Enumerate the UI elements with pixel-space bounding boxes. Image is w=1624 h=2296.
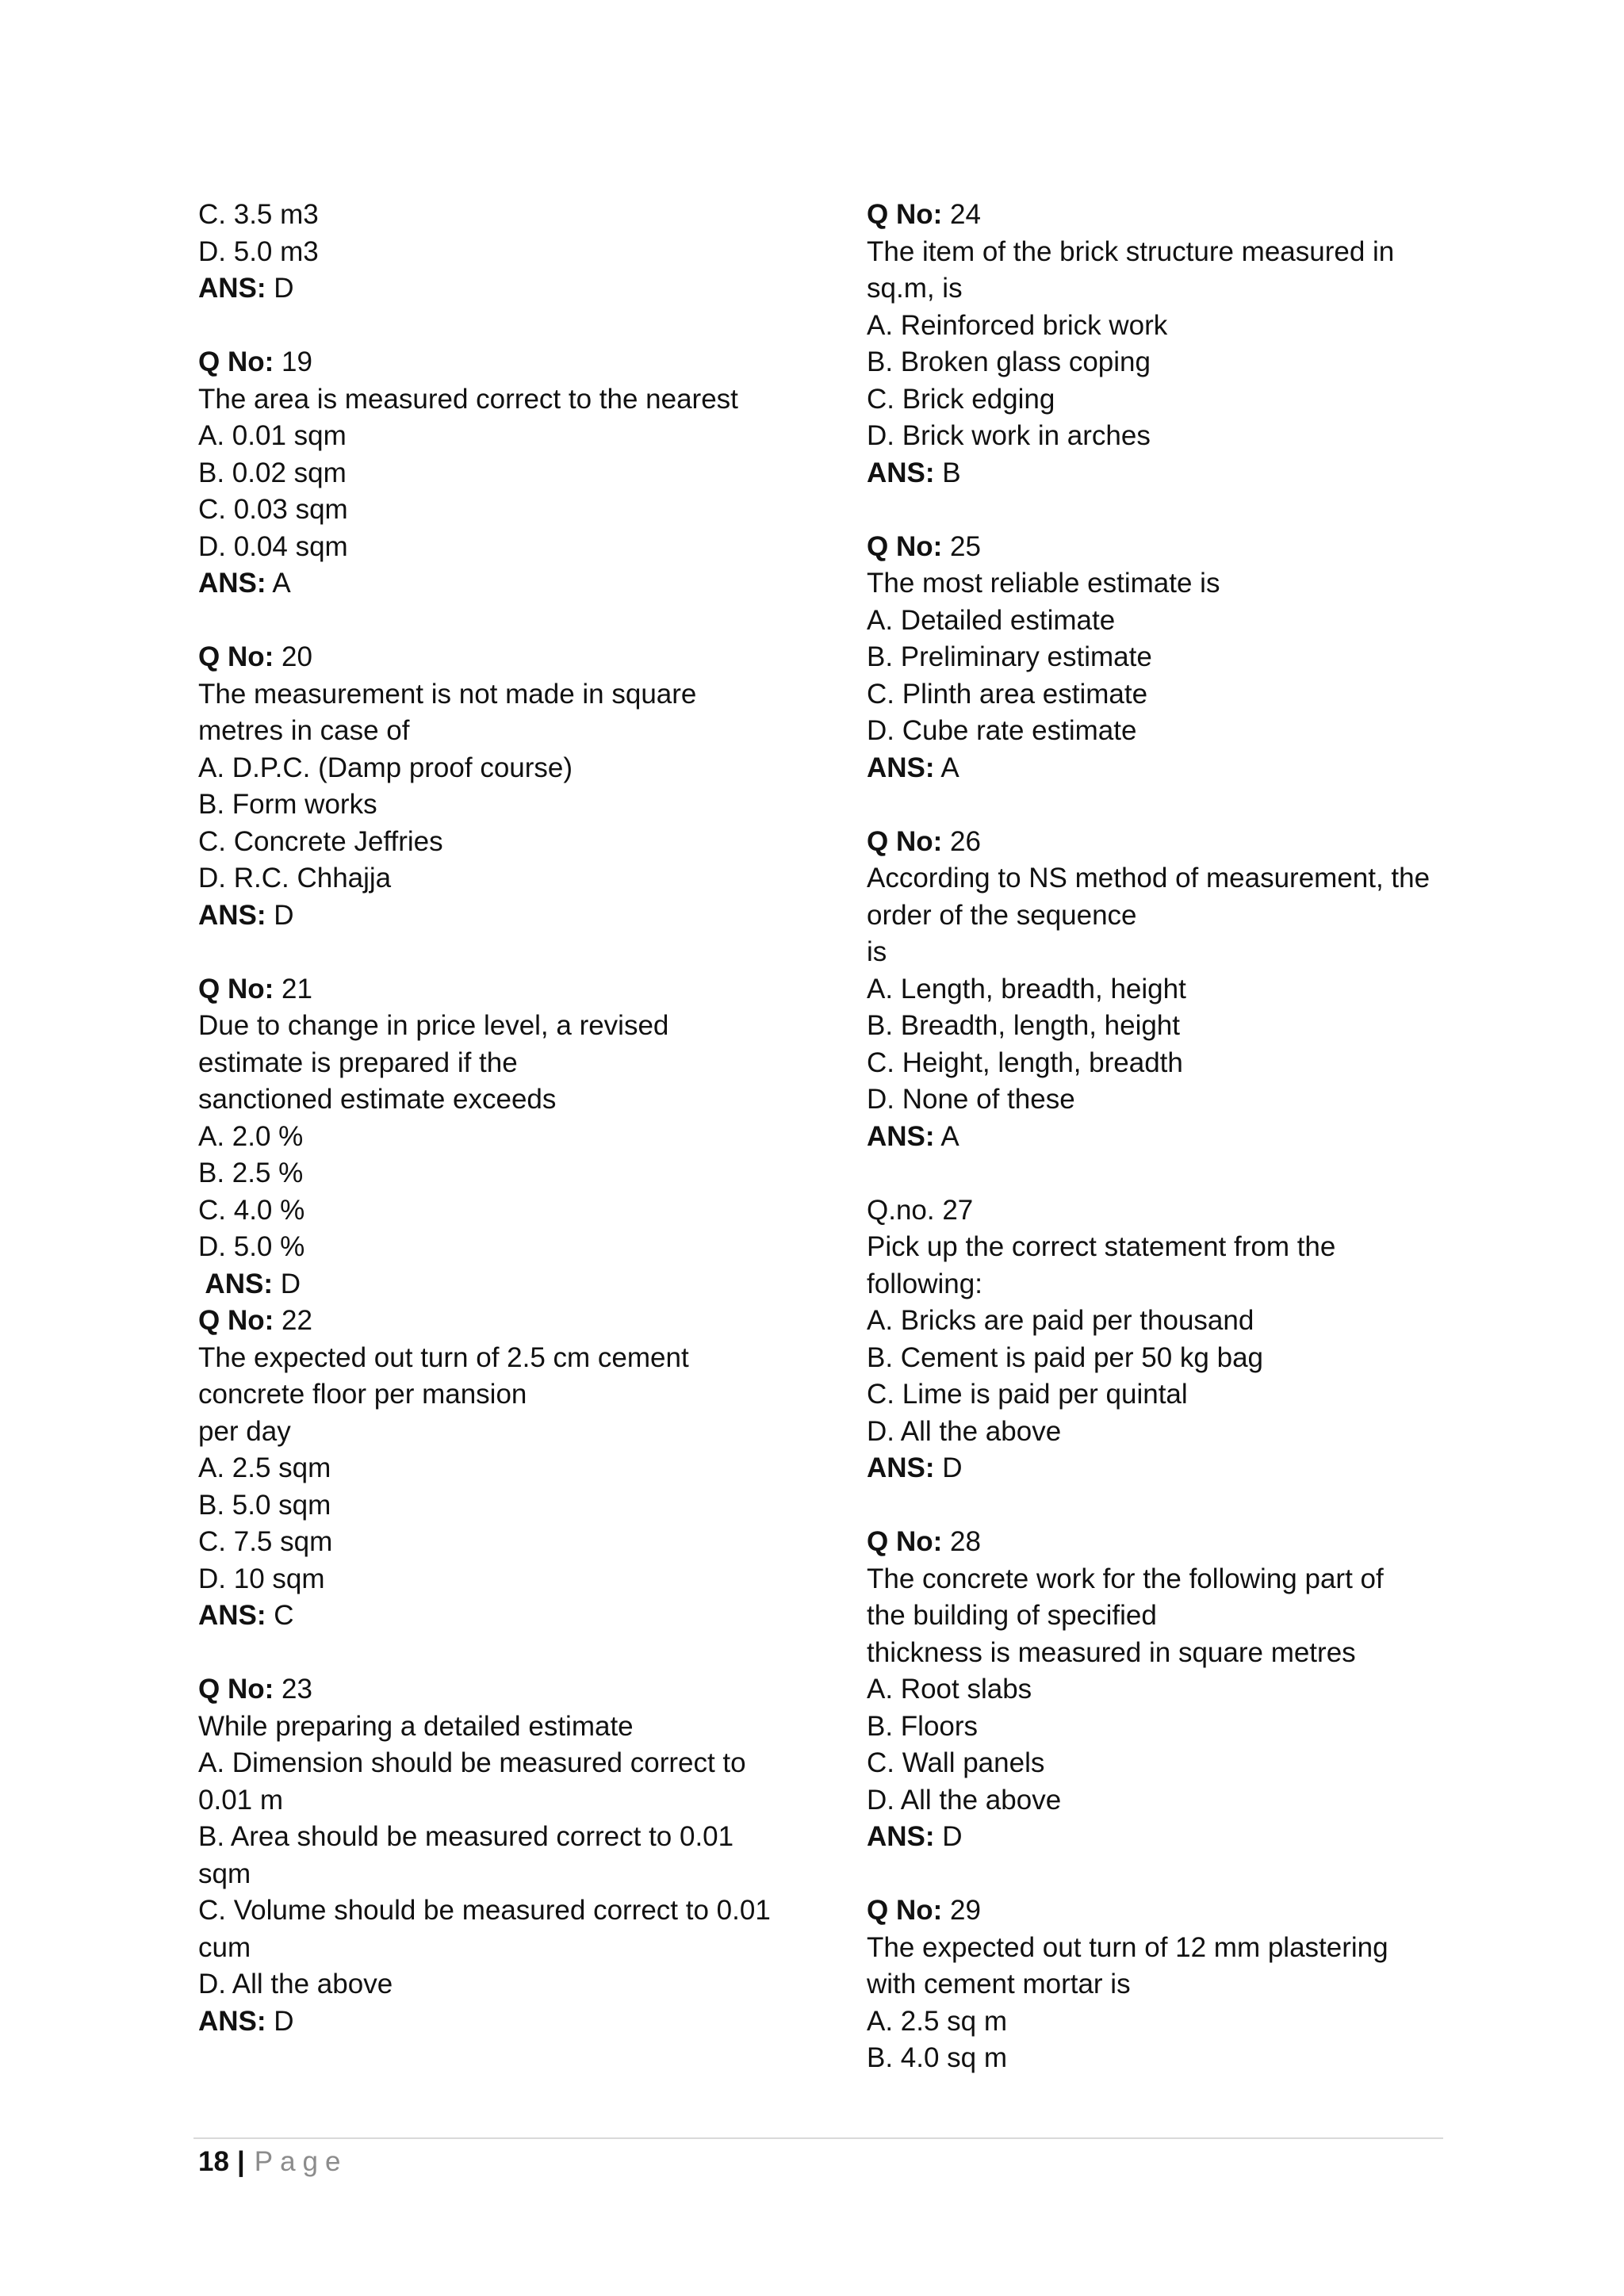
answer-line	[867, 1119, 1517, 1156]
block-spacer	[867, 492, 1517, 529]
answer-option: B. Area should be measured correct to 0.01	[198, 1821, 734, 1852]
answer-option: B. Breadth, length, height	[867, 1010, 1180, 1041]
question-text: sq.m, is	[867, 273, 963, 304]
block-spacer	[198, 934, 848, 971]
answer-option: C. Lime is paid per quintal	[867, 1379, 1188, 1410]
question-number-label: Q No:	[198, 1674, 274, 1705]
answer-option: C. Concrete Jeffries	[198, 825, 443, 857]
answer-option: C. Volume should be measured correct to 0.01	[198, 1895, 771, 1926]
answer-label: ANS:	[867, 1821, 935, 1852]
answer-option: B. Form works	[198, 789, 377, 820]
answer-option: D. 5.0 m3	[198, 235, 319, 267]
answer-option: D. 5.0 %	[198, 1231, 305, 1262]
question-text: While preparing a detailed estimate	[198, 1710, 634, 1742]
question-block	[867, 786, 1517, 1155]
answer-value: D	[266, 899, 294, 931]
question-header	[867, 529, 1517, 566]
answer-value: B	[934, 457, 961, 488]
answer-option: D. None of these	[867, 1084, 1075, 1115]
question-number-label: Q No:	[867, 530, 943, 562]
question-text: The area is measured correct to the nearest	[198, 383, 738, 415]
question-block	[867, 1856, 1517, 2077]
question-number: 29	[942, 1895, 981, 1926]
answer-option: sqm	[198, 1858, 251, 1889]
question-number-label: Q No:	[867, 1526, 943, 1557]
question-number: 22	[274, 1305, 312, 1336]
question-block	[198, 1303, 848, 1635]
answer-option: D. Cube rate estimate	[867, 715, 1137, 746]
answer-line	[198, 1598, 848, 1635]
answer-label: ANS:	[198, 568, 266, 599]
question-block	[198, 197, 848, 308]
right-column	[867, 197, 1517, 2077]
question-text: metres in case of	[198, 715, 410, 746]
answer-line	[198, 1266, 848, 1303]
question-text: The expected out turn of 12 mm plastering	[867, 1931, 1388, 1963]
block-spacer	[867, 1155, 1517, 1192]
answer-option: B. Broken glass coping	[867, 346, 1151, 377]
answer-label: ANS:	[867, 457, 935, 488]
question-block	[198, 934, 848, 1303]
question-text: the building of specified	[867, 1600, 1157, 1631]
answer-option: C. Height, length, breadth	[867, 1047, 1183, 1078]
question-header	[198, 1671, 848, 1709]
answer-option: C. 7.5 sqm	[198, 1526, 333, 1557]
answer-line	[198, 2003, 848, 2041]
answer-option: 0.01 m	[198, 1784, 283, 1816]
question-number: 25	[942, 530, 981, 562]
answer-line	[198, 270, 848, 308]
question-text: Pick up the correct statement from the	[867, 1231, 1336, 1262]
answer-option: C. Wall panels	[867, 1747, 1045, 1778]
answer-label: ANS:	[867, 1120, 935, 1152]
answer-option: cum	[198, 1931, 251, 1963]
question-text: The item of the brick structure measured in	[867, 235, 1395, 267]
answer-option: A. Bricks are paid per thousand	[867, 1305, 1254, 1336]
question-number-label: Q No:	[867, 199, 943, 230]
answer-option: B. Preliminary estimate	[867, 641, 1152, 672]
question-header	[867, 1892, 1517, 1930]
answer-value: A	[934, 752, 959, 783]
answer-line	[867, 1450, 1517, 1487]
page-label: Page	[254, 2146, 348, 2177]
answer-option: B. 5.0 sqm	[198, 1489, 331, 1521]
question-number-label: Q No:	[867, 825, 943, 857]
footer-divider	[193, 2137, 1443, 2139]
answer-option: A. Detailed estimate	[867, 604, 1116, 636]
answer-line	[867, 455, 1517, 492]
answer-label: ANS:	[198, 1268, 273, 1299]
question-text: following:	[867, 1268, 982, 1299]
question-text: According to NS method of measurement, the	[867, 863, 1431, 894]
question-text: order of the sequence	[867, 899, 1137, 931]
question-header	[198, 971, 848, 1008]
question-number: 23	[274, 1674, 312, 1705]
question-text: The expected out turn of 2.5 cm cement	[198, 1341, 689, 1373]
answer-value: C	[266, 1600, 294, 1631]
answer-option: B. 0.02 sqm	[198, 457, 347, 488]
question-text: with cement mortar is	[867, 1969, 1131, 1999]
answer-option: D. All the above	[867, 1415, 1062, 1447]
block-spacer	[198, 308, 848, 345]
answer-value: D	[934, 1821, 963, 1852]
answer-option: D. 10 sqm	[198, 1563, 325, 1594]
question-block	[867, 197, 1517, 492]
question-header	[867, 197, 1517, 234]
answer-value: D	[272, 1268, 301, 1299]
block-spacer	[867, 786, 1517, 824]
answer-option: B. Cement is paid per 50 kg bag	[867, 1341, 1264, 1373]
answer-line	[198, 565, 848, 603]
block-spacer	[198, 1635, 848, 1672]
answer-option: A. 0.01 sqm	[198, 420, 347, 451]
question-number-label: Q No:	[198, 1305, 274, 1336]
answer-label: ANS:	[198, 273, 266, 304]
question-number-label: Q No:	[198, 973, 274, 1004]
question-number: 28	[942, 1526, 981, 1557]
answer-option: B. 4.0 sq m	[867, 2042, 1008, 2073]
question-block	[198, 308, 848, 603]
question-block	[867, 1155, 1517, 1487]
answer-option: D. All the above	[198, 1969, 393, 1999]
answer-option: A. 2.0 %	[198, 1120, 304, 1152]
question-number: 19	[274, 346, 312, 377]
footer-separator: |	[236, 2146, 245, 2177]
question-text: sanctioned estimate exceeds	[198, 1084, 557, 1115]
question-number-label: Q No:	[198, 346, 274, 377]
question-text: is	[867, 936, 887, 967]
answer-label: ANS:	[198, 899, 266, 931]
question-text: The measurement is not made in square	[198, 678, 697, 710]
question-text: concrete floor per mansion	[198, 1379, 527, 1410]
question-block	[867, 492, 1517, 786]
question-header	[198, 639, 848, 676]
question-block	[198, 1635, 848, 2041]
question-text: estimate is prepared if the	[198, 1047, 518, 1078]
question-number-label: Q No:	[867, 1895, 943, 1926]
answer-option: A. 2.5 sq m	[867, 2005, 1008, 2037]
answer-option: A. Reinforced brick work	[867, 309, 1168, 341]
answer-option: B. 2.5 %	[198, 1158, 304, 1188]
answer-value: A	[266, 568, 291, 599]
question-text: Due to change in price level, a revised	[198, 1010, 669, 1041]
answer-value: D	[266, 273, 294, 304]
question-number: 26	[942, 825, 981, 857]
answer-option: A. Root slabs	[867, 1674, 1032, 1705]
question-number: 20	[274, 641, 312, 672]
question-header	[198, 344, 848, 381]
answer-value: D	[266, 2005, 294, 2037]
block-spacer	[867, 1487, 1517, 1525]
answer-option: A. Dimension should be measured correct to	[198, 1747, 746, 1778]
question-number: Q.no. 27	[867, 1194, 974, 1226]
question-header	[867, 1524, 1517, 1561]
answer-option: C. 4.0 %	[198, 1194, 305, 1226]
page-number: 18	[198, 2146, 229, 2177]
answer-option: C. Brick edging	[867, 383, 1055, 415]
answer-line	[867, 1819, 1517, 1856]
block-spacer	[198, 603, 848, 640]
answer-option: A. 2.5 sqm	[198, 1452, 331, 1483]
answer-line	[867, 750, 1517, 787]
answer-option: B. Floors	[867, 1710, 979, 1742]
question-header	[198, 1303, 848, 1340]
question-number: 24	[942, 199, 981, 230]
question-block	[867, 1487, 1517, 1856]
page-footer	[198, 2144, 347, 2180]
answer-value: D	[934, 1452, 963, 1483]
answer-option: D. All the above	[867, 1784, 1062, 1816]
answer-line	[198, 897, 848, 935]
answer-label: ANS:	[198, 2005, 266, 2037]
answer-option: A. Length, breadth, height	[867, 973, 1186, 1004]
answer-option: C. Plinth area estimate	[867, 678, 1148, 710]
answer-option: D. 0.04 sqm	[198, 530, 348, 562]
left-column	[198, 197, 848, 2040]
answer-option: C. 3.5 m3	[198, 199, 319, 230]
answer-label: ANS:	[867, 752, 935, 783]
answer-option: A. D.P.C. (Damp proof course)	[198, 752, 573, 783]
question-text: The most reliable estimate is	[867, 568, 1220, 599]
question-text: thickness is measured in square metres	[867, 1636, 1356, 1668]
answer-option: C. 0.03 sqm	[198, 494, 348, 525]
answer-option: D. Brick work in arches	[867, 420, 1151, 451]
question-text: The concrete work for the following part of	[867, 1563, 1384, 1594]
answer-option: D. R.C. Chhajja	[198, 863, 392, 894]
answer-label: ANS:	[198, 1600, 266, 1631]
question-number: 21	[274, 973, 312, 1004]
question-header	[867, 824, 1517, 861]
answer-label: ANS:	[867, 1452, 935, 1483]
block-spacer	[867, 1856, 1517, 1893]
question-number-label: Q No:	[198, 641, 274, 672]
answer-value: A	[934, 1120, 959, 1152]
question-block	[198, 603, 848, 935]
question-text: per day	[198, 1415, 291, 1447]
